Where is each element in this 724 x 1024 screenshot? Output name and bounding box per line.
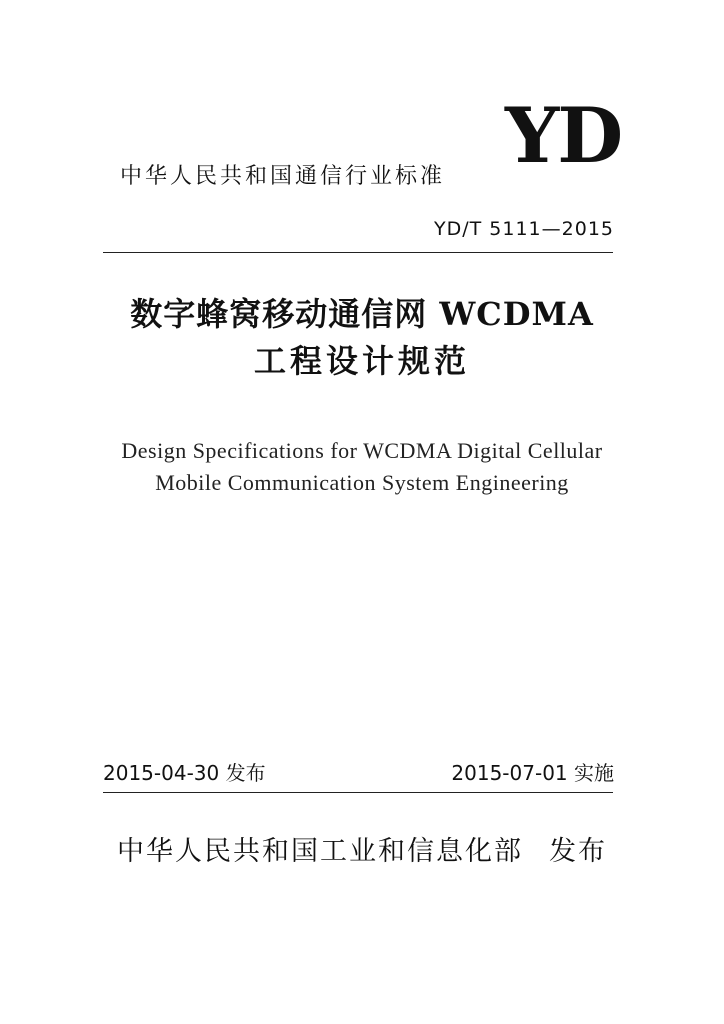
title-cn-line1: 数字蜂窝移动通信网 WCDMA [130,295,594,333]
top-divider [103,252,613,253]
publisher-action: 发布 [549,836,607,867]
title-en-line2: Mobile Communication System Engineering [155,470,569,495]
title-en-line1: Design Specifications for WCDMA Digital Cellular [121,438,603,463]
standard-number: YD/T 5111—2015 [434,218,614,240]
publisher-line [0,838,724,865]
title-cn-line2: 工程设计规范 [253,342,470,380]
industry-standard-label: 中华人民共和国通信行业标准 [120,164,446,189]
publisher-name: 中华人民共和国工业和信息化部 [117,836,523,867]
issue-date: 2015-04-30 发布 [103,761,266,785]
implementation-date: 2015-07-01 实施 [451,761,614,785]
yd-logo: YD [505,91,622,180]
bottom-divider [103,792,613,793]
